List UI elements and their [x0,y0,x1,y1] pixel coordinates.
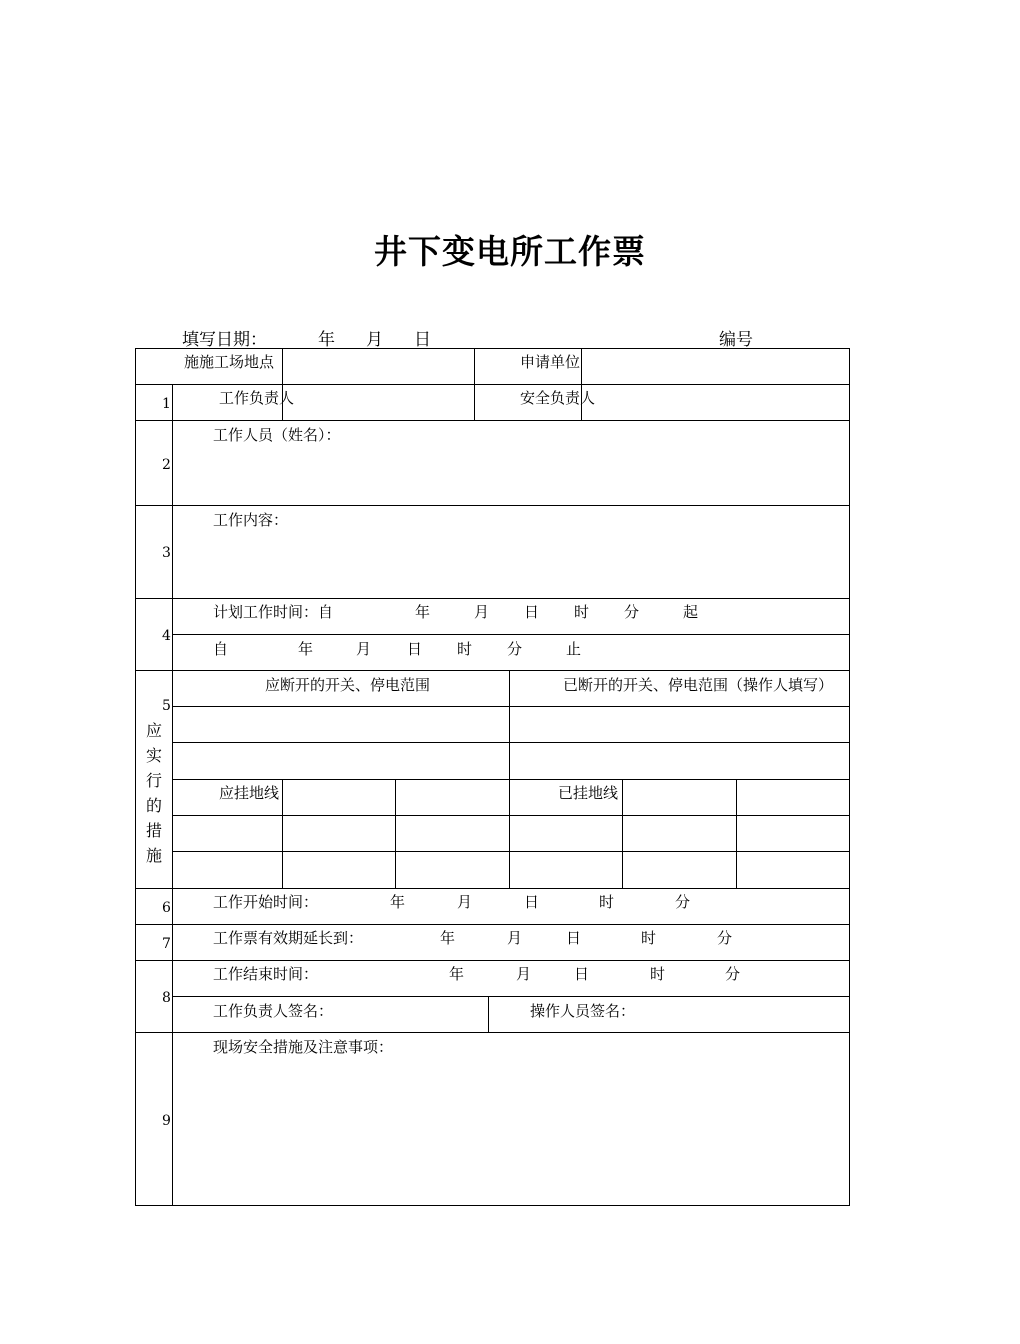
row-number: 1 [162,396,171,412]
column-divider [474,348,475,420]
side-char: 施 [145,846,162,865]
column-divider [509,670,510,888]
row-separator [135,924,850,925]
safety-leader-field[interactable] [585,388,845,416]
column-divider [736,779,737,888]
work-leader-label: 工作负责人 [219,389,295,407]
header-year-label: 年 [318,330,335,350]
applying-unit-field[interactable] [585,352,845,380]
row-separator [135,1032,850,1033]
row-number: 4 [162,628,171,644]
extend-month: 月 [507,929,523,947]
work-leader-field[interactable] [286,388,470,416]
measures-side-label [144,718,164,868]
validity-extension-label: 工作票有效期延长到： [213,929,364,947]
safety-leader-label: 安全负责人 [520,389,596,407]
row-number: 2 [162,457,171,473]
plan-from-start: 起 [683,603,699,621]
table-border-right [849,348,850,1205]
extend-day: 日 [566,929,582,947]
serial-number-label: 编号 [719,330,753,350]
already-cut-field[interactable] [513,710,845,776]
plan-to-minute: 分 [507,640,523,658]
start-month: 月 [457,893,473,911]
site-location-field[interactable] [286,352,470,380]
planned-time-label: 计划工作时间：自 [213,603,334,621]
row-separator [135,670,850,671]
plan-to-hour: 时 [457,640,473,658]
table-border-bottom [135,1205,850,1206]
plan-from-hour: 时 [574,603,590,621]
end-minute: 分 [725,965,741,983]
start-year: 年 [390,893,406,911]
side-char: 应 [145,721,162,740]
document-title: 井下变电所工作票 [374,232,646,271]
subrow-separator [172,815,850,816]
should-cut-label: 应断开的开关、停电范围 [265,676,431,694]
should-ground-label: 应挂地线 [219,784,280,802]
number-column-divider [172,384,173,1205]
plan-from-day: 日 [524,603,540,621]
start-minute: 分 [675,893,691,911]
subrow-separator [172,706,850,707]
row-separator [135,505,850,506]
work-end-label: 工作结束时间： [213,965,319,983]
header-day-label: 日 [414,330,431,350]
column-divider [488,996,489,1032]
safety-notes-label: 现场安全措施及注意事项： [213,1038,394,1056]
operator-signature-label: 操作人员签名： [530,1002,636,1020]
column-divider [282,779,283,888]
extend-minute: 分 [717,929,733,947]
plan-to-year: 年 [298,640,314,658]
row-number: 9 [162,1113,171,1129]
plan-to-prefix: 自 [213,640,229,658]
row-number: 5 [162,698,171,714]
subrow-separator [172,996,850,997]
already-cut-label: 已断开的开关、停电范围（操作人填写） [563,676,834,694]
end-day: 日 [574,965,590,983]
side-char: 措 [145,821,162,840]
row-separator [135,420,850,421]
plan-to-end: 止 [566,640,582,658]
row-separator [135,960,850,961]
leader-signature-label: 工作负责人签名： [213,1002,334,1020]
subrow-separator [172,634,850,635]
start-hour: 时 [599,893,615,911]
row-number: 8 [162,990,171,1006]
column-divider [622,779,623,888]
column-divider [282,348,283,420]
extend-year: 年 [440,929,456,947]
subrow-separator [172,851,850,852]
plan-from-month: 月 [474,603,490,621]
column-divider [581,348,582,420]
extend-hour: 时 [641,929,657,947]
end-year: 年 [449,965,465,983]
subrow-separator [172,779,850,780]
safety-notes-field[interactable] [176,1060,846,1200]
table-border-top [135,348,850,349]
row-separator [135,384,850,385]
plan-to-day: 日 [407,640,423,658]
start-day: 日 [524,893,540,911]
should-cut-field[interactable] [176,710,505,776]
side-char: 的 [145,796,162,815]
side-char: 行 [145,771,162,790]
header-month-label: 月 [366,330,383,350]
work-staff-label: 工作人员（姓名）： [213,426,341,444]
row-number: 6 [162,900,171,916]
work-content-label: 工作内容： [213,511,289,529]
work-content-field[interactable] [176,532,846,594]
plan-to-month: 月 [356,640,372,658]
row-separator [135,888,850,889]
end-hour: 时 [650,965,666,983]
row-number: 3 [162,545,171,561]
grounded-label: 已挂地线 [558,784,619,802]
end-month: 月 [516,965,532,983]
applying-unit-label: 申请单位 [520,353,581,371]
row-number: 7 [162,936,171,952]
table-border-left [135,348,136,1205]
plan-from-year: 年 [415,603,431,621]
row-separator [135,598,850,599]
work-start-label: 工作开始时间： [213,893,319,911]
side-char: 实 [145,746,162,765]
plan-from-minute: 分 [624,603,640,621]
work-staff-field[interactable] [176,446,846,502]
fill-date-label: 填写日期： [182,330,267,350]
site-location-label: 施施工场地点 [184,353,275,371]
column-divider [395,779,396,888]
